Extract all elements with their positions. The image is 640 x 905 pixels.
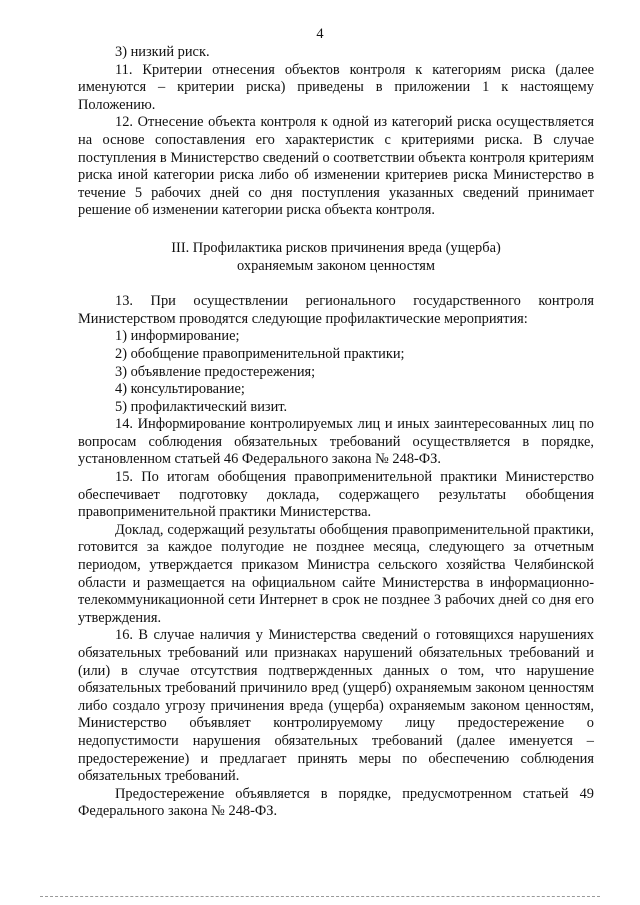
paragraph-warning-procedure: Предостережение объявляется в порядке, предусмотренном статьей 49 Федерального закона № 248-ФЗ.	[78, 785, 594, 820]
section-heading-line-1: III. Профилактика рисков причинения вреда (ущерба)	[171, 239, 501, 256]
paragraph-risk-level-low: 3) низкий риск.	[115, 44, 210, 60]
section-heading-line-2: охраняемым законом ценностям	[237, 257, 435, 274]
list-item-practice-summary: 2) обобщение правоприменительной практики;	[115, 345, 405, 362]
list-item-informing: 1) информирование;	[115, 328, 240, 345]
paragraph-16-warning: 16. В случае наличия у Министерства сведений о готовящихся нарушениях обязательных требований или признаках нарушений обязательных требований и (или) в случае отсутствия подтвержденных данных о том, что нарушение обязательных требований причинило вред (ущерб) охраняемым законом ценностям либо создало угрозу причинения вреда (ущерба) охраняемым законом ценностям, Министерство объявляет контролируемому лицу предостережение о недопустимости нарушения обязательных требований (далее именуется – предостережение) и предлагает принять меры по обеспечению соблюдения обязательных требований.	[78, 627, 594, 785]
paragraph-report-details: Доклад, содержащий результаты обобщения правоприменительной практики, готовится за каждое полугодие не позднее месяца, следующего за отчетным периодом, утверждается приказом Министра сельского хозяйства Челябинской области и размещается на официальном сайте Министерства в информационно-телекоммуникационной сети Интернет в срок не позднее 3 рабочих дней со дня его утверждения.	[78, 521, 594, 626]
document-body	[78, 44, 594, 821]
scan-edge-divider	[40, 896, 600, 897]
paragraph-11-risk-criteria: 11. Критерии отнесения объектов контроля к категориям риска (далее именуются – критерии риска) приведены в приложении 1 к настоящему Положению.	[78, 61, 594, 113]
paragraph-15-practice-report: 15. По итогам обобщения правоприменительной практики Министерство обеспечивает подготовку доклада, содержащего результаты обобщения правоприменительной практики Министерства.	[78, 469, 594, 521]
list-item-preventive-visit: 5) профилактический визит.	[115, 398, 288, 415]
list-item-warning: 3) объявление предостережения;	[115, 363, 316, 380]
list-item-consulting: 4) консультирование;	[115, 381, 245, 398]
paragraph-12-risk-category-assignment: 12. Отнесение объекта контроля к одной из категорий риска осуществляется на основе сопоставления его характеристик с критериями риска. В случае поступления в Министерство сведений о соответствии объекта контроля критериям риска иной категории риска либо об изменении критериев риска Министерство в течение 5 рабочих дней со дня поступления указанных сведений принимает решение об изменении категории риска объекта контроля.	[78, 114, 594, 219]
paragraph-14-informing: 14. Информирование контролируемых лиц и иных заинтересованных лиц по вопросам соблюдения обязательных требований осуществляется в порядке, установленном статьей 46 Федерального закона № 248-ФЗ.	[78, 416, 594, 468]
page-number: 4	[316, 26, 324, 42]
paragraph-13-preventive-measures: 13. При осуществлении регионального государственного контроля Министерством проводятся следующие профилактические мероприятия:	[78, 293, 594, 327]
section-heading	[78, 240, 594, 275]
